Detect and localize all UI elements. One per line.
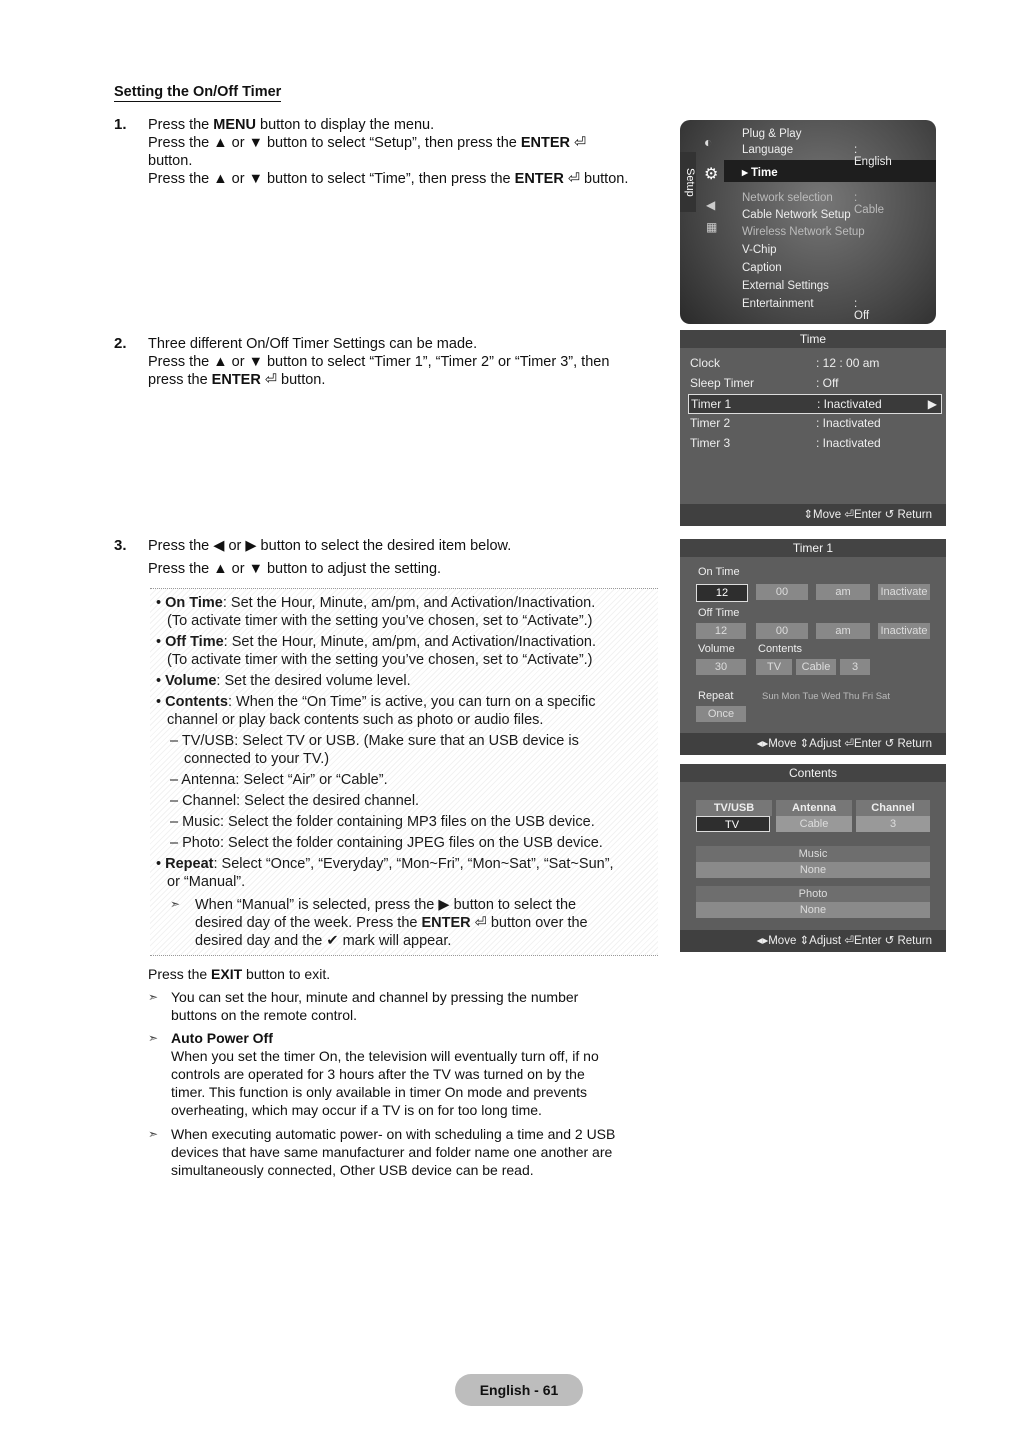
on-ampm-field[interactable]: am xyxy=(816,584,870,600)
box-repeat-2: or “Manual”. xyxy=(167,874,246,890)
menu-item-caption[interactable]: Caption xyxy=(742,262,782,274)
note-arrow-icon: ➣ xyxy=(148,1127,159,1141)
contents-screen-footer: ◂▸Move ⇕Adjust ⏎Enter ↺ Return xyxy=(680,930,946,952)
photo-label: Photo xyxy=(696,886,930,902)
contents-label: Contents xyxy=(758,643,803,655)
off-minute-field[interactable]: 00 xyxy=(756,623,808,639)
note-3-line-3: simultaneously connected, Other USB device can be read. xyxy=(171,1162,534,1178)
step-1-line-4: Press the ▲ or ▼ button to select “Time”, then press the ENTER ⏎ button. xyxy=(148,171,629,187)
time-row-clock[interactable]: Clock : 12 : 00 am xyxy=(690,356,880,370)
step-2-line-1: Three different On/Off Timer Settings can be made. xyxy=(148,336,478,352)
time-screen-title: Time xyxy=(680,330,946,348)
box-tvusb: – TV/USB: Select TV or USB. (Make sure that an USB device is xyxy=(170,733,579,749)
menu-item-language[interactable]: Language : English xyxy=(742,144,892,168)
exit-line: Press the EXIT button to exit. xyxy=(148,966,331,982)
menu-item-plug-play[interactable]: Plug & Play xyxy=(742,128,802,140)
note-1-line-1: You can set the hour, minute and channel by pressing the number xyxy=(171,989,579,1005)
box-photo: – Photo: Select the folder containing JPEG files on the USB device. xyxy=(170,835,603,851)
off-activation-field[interactable]: Inactivate xyxy=(878,623,930,639)
box-manual-1: When “Manual” is selected, press the ▶ button to select the xyxy=(195,897,577,913)
on-time-label: On Time xyxy=(698,566,740,578)
setup-side-tab: Setup xyxy=(680,152,696,212)
arrow-right-icon: ▶ xyxy=(927,397,937,411)
off-time-label: Off Time xyxy=(698,607,740,619)
photo-value[interactable]: None xyxy=(696,902,930,918)
note-2-title: Auto Power Off xyxy=(171,1030,273,1046)
step-2-line-3: press the ENTER ⏎ button. xyxy=(148,372,326,388)
off-ampm-field[interactable]: am xyxy=(816,623,870,639)
plug-icon: ◐ xyxy=(704,134,713,150)
menu-item-cable-network-setup[interactable]: Cable Network Setup xyxy=(742,209,851,221)
off-hour-field[interactable]: 12 xyxy=(696,623,746,639)
note-arrow-icon: ➣ xyxy=(148,990,159,1004)
contents-screen-title: Contents xyxy=(680,764,946,782)
note-3-line-2: devices that have same manufacturer and folder name one another are xyxy=(171,1144,613,1160)
box-volume: • Volume: Set the desired volume level. xyxy=(156,673,411,689)
box-repeat: • Repeat: Select “Once”, “Everyday”, “Mon~Fri”, “Mon~Sat”, “Sat~Sun”, xyxy=(156,856,614,872)
timer1-screen-title: Timer 1 xyxy=(680,539,946,557)
step-1-number: 1. xyxy=(114,116,127,133)
time-row-sleep-timer[interactable]: Sleep Timer : Off xyxy=(690,376,839,390)
on-hour-field[interactable]: 12 xyxy=(696,584,748,602)
gear-icon: ⚙ xyxy=(704,166,719,183)
col-header-channel: Channel xyxy=(856,800,930,816)
box-music: – Music: Select the folder containing MP3 files on the USB device. xyxy=(170,814,595,830)
menu-item-time[interactable]: ▸ Time xyxy=(742,167,778,179)
time-screen-footer: ⇕Move ⏎Enter ↺ Return xyxy=(680,504,946,526)
box-antenna: – Antenna: Select “Air” or “Cable”. xyxy=(170,772,388,788)
sound-icon: ◀ xyxy=(706,198,716,212)
col-header-antenna: Antenna xyxy=(776,800,852,816)
setup-menu-screen xyxy=(680,120,936,324)
contents-tv-field[interactable]: TV xyxy=(756,659,792,675)
box-on-time: • On Time: Set the Hour, Minute, am/pm, and Activation/Inactivation. xyxy=(156,595,596,611)
music-value[interactable]: None xyxy=(696,862,930,878)
step-3-line-1: Press the ◀ or ▶ button to select the desired item below. xyxy=(148,538,512,554)
music-label: Music xyxy=(696,846,930,862)
timer1-screen xyxy=(680,539,946,755)
note-2-line-4: overheating, which may occur if a TV is on for too long time. xyxy=(171,1102,542,1118)
on-activation-field[interactable]: Inactivate xyxy=(878,584,930,600)
box-channel: – Channel: Select the desired channel. xyxy=(170,793,420,809)
box-off-time: • Off Time: Set the Hour, Minute, am/pm, and Activation/Inactivation. xyxy=(156,634,597,650)
box-manual-3: desired day and the ✔ mark will appear. xyxy=(195,933,452,949)
note-2-line-2: controls are operated for 3 hours after the TV was turned on by the xyxy=(171,1066,585,1082)
timer1-screen-footer: ◂▸Move ⇕Adjust ⏎Enter ↺ Return xyxy=(680,733,946,755)
box-manual-2: desired day of the week. Press the ENTER ⏎ button over the xyxy=(195,915,588,931)
menu-item-external-settings[interactable]: External Settings xyxy=(742,280,829,292)
channel-value[interactable]: 3 xyxy=(856,816,930,832)
repeat-once-field[interactable]: Once xyxy=(696,706,746,722)
on-minute-field[interactable]: 00 xyxy=(756,584,808,600)
step-3-number: 3. xyxy=(114,537,127,554)
box-off-time-note: (To activate timer with the setting you’ve chosen, set to “Activate”.) xyxy=(167,652,593,668)
box-contents-2: channel or play back contents such as photo or audio files. xyxy=(167,712,544,728)
menu-item-entertainment[interactable]: Entertainment : Off xyxy=(742,298,870,322)
step-1-line-2: Press the ▲ or ▼ button to select “Setup”, then press the ENTER ⏎ xyxy=(148,135,587,151)
contents-channel-field[interactable]: 3 xyxy=(840,659,870,675)
volume-label: Volume xyxy=(698,643,735,655)
contents-cable-field[interactable]: Cable xyxy=(796,659,836,675)
step-3-line-2: Press the ▲ or ▼ button to adjust the setting. xyxy=(148,561,442,577)
step-2-number: 2. xyxy=(114,335,127,352)
note-arrow-icon: ➣ xyxy=(170,897,181,911)
time-row-timer-2[interactable]: Timer 2 : Inactivated xyxy=(690,416,881,430)
menu-item-wireless-network-setup[interactable]: Wireless Network Setup xyxy=(742,226,865,238)
col-header-tvusb: TV/USB xyxy=(696,800,772,816)
step-1-line-1: Press the MENU button to display the menu. xyxy=(148,117,435,133)
page-title: Setting the On/Off Timer xyxy=(114,84,282,100)
menu-item-network-selection[interactable]: Network selection : Cable xyxy=(742,192,885,216)
contents-screen xyxy=(680,764,946,952)
note-2-line-1: When you set the timer On, the television will eventually turn off, if no xyxy=(171,1048,599,1064)
box-on-time-note: (To activate timer with the setting you’ve chosen, set to “Activate”.) xyxy=(167,613,593,629)
time-screen xyxy=(680,330,946,526)
repeat-days[interactable]: Sun Mon Tue Wed Thu Fri Sat xyxy=(762,691,890,702)
time-row-timer-3[interactable]: Timer 3 : Inactivated xyxy=(690,436,881,450)
box-contents: • Contents: When the “On Time” is active, you can turn on a specific xyxy=(156,694,596,710)
antenna-value[interactable]: Cable xyxy=(776,816,852,832)
page-number-badge: English - 61 xyxy=(455,1374,583,1406)
note-arrow-icon: ➣ xyxy=(148,1031,159,1045)
note-3-line-1: When executing automatic power- on with scheduling a time and 2 USB xyxy=(171,1126,616,1142)
note-1-line-2: buttons on the remote control. xyxy=(171,1007,357,1023)
menu-item-vchip[interactable]: V-Chip xyxy=(742,244,777,256)
step-2-line-2: Press the ▲ or ▼ button to select “Timer 1”, “Timer 2” or “Timer 3”, then xyxy=(148,354,610,370)
picture-icon: ▦ xyxy=(706,220,718,234)
time-row-timer-1[interactable]: Timer 1 : Inactivated ▶ xyxy=(688,394,942,414)
note-2-line-3: timer. This function is only available in timer On mode and prevents xyxy=(171,1084,588,1100)
tvusb-value[interactable]: TV xyxy=(696,816,770,832)
volume-field[interactable]: 30 xyxy=(696,659,746,675)
repeat-label: Repeat xyxy=(698,690,734,702)
step-1-line-3: button. xyxy=(148,153,193,169)
box-tvusb-2: connected to your TV.) xyxy=(184,751,330,767)
